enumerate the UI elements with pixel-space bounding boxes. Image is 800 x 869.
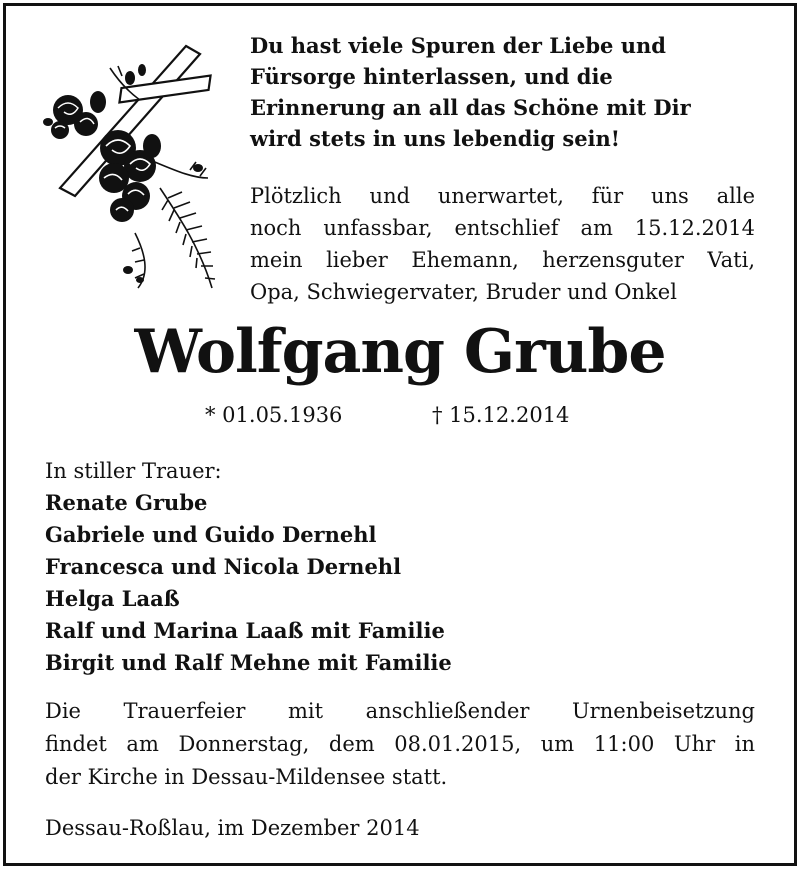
service-details (45, 695, 755, 794)
service-line: findet am Donnerstag, dem 08.01.2015, um 11:00 Uhr in (45, 732, 755, 756)
verse-line: Du hast viele Spuren der Liebe und (250, 33, 666, 58)
verse-line: Fürsorge hinterlassen, und die (250, 64, 613, 89)
mourner-name: Renate Grube (45, 490, 208, 515)
mourner-name: Ralf und Marina Laaß mit Familie (45, 618, 445, 643)
service-line: der Kirche in Dessau-Mildensee statt. (45, 765, 448, 789)
mourner-name: Gabriele und Guido Dernehl (45, 522, 377, 547)
verse-line: Erinnerung an all das Schöne mit Dir (250, 95, 691, 120)
verse-line: wird stets in uns lebendig sein! (250, 126, 621, 151)
mourner-name: Birgit und Ralf Mehne mit Familie (45, 650, 452, 675)
mourner-name: Helga Laaß (45, 586, 180, 611)
mourners-heading: In stiller Trauer: (45, 459, 222, 483)
mourners-list (45, 455, 452, 679)
intro-line: Plötzlich und unerwartet, für uns alle (250, 184, 755, 208)
intro-line: Opa, Schwiegervater, Bruder und Onkel (250, 280, 677, 304)
mourner-name: Francesca und Nicola Dernehl (45, 554, 402, 579)
intro-line: mein lieber Ehemann, herzensguter Vati, (250, 248, 755, 272)
cross-with-roses-icon (40, 38, 225, 298)
birth-date: * 01.05.1936 (205, 403, 343, 427)
death-date: † 15.12.2014 (432, 403, 570, 427)
intro-line: noch unfassbar, entschlief am 15.12.2014 (250, 216, 755, 240)
place-and-date: Dessau-Roßlau, im Dezember 2014 (45, 816, 420, 840)
deceased-name: Wolfgang Grube (134, 317, 666, 387)
intro-paragraph (250, 180, 755, 308)
verse-block (250, 30, 750, 154)
service-line: Die Trauerfeier mit anschließender Urnenbeisetzung (45, 699, 755, 723)
